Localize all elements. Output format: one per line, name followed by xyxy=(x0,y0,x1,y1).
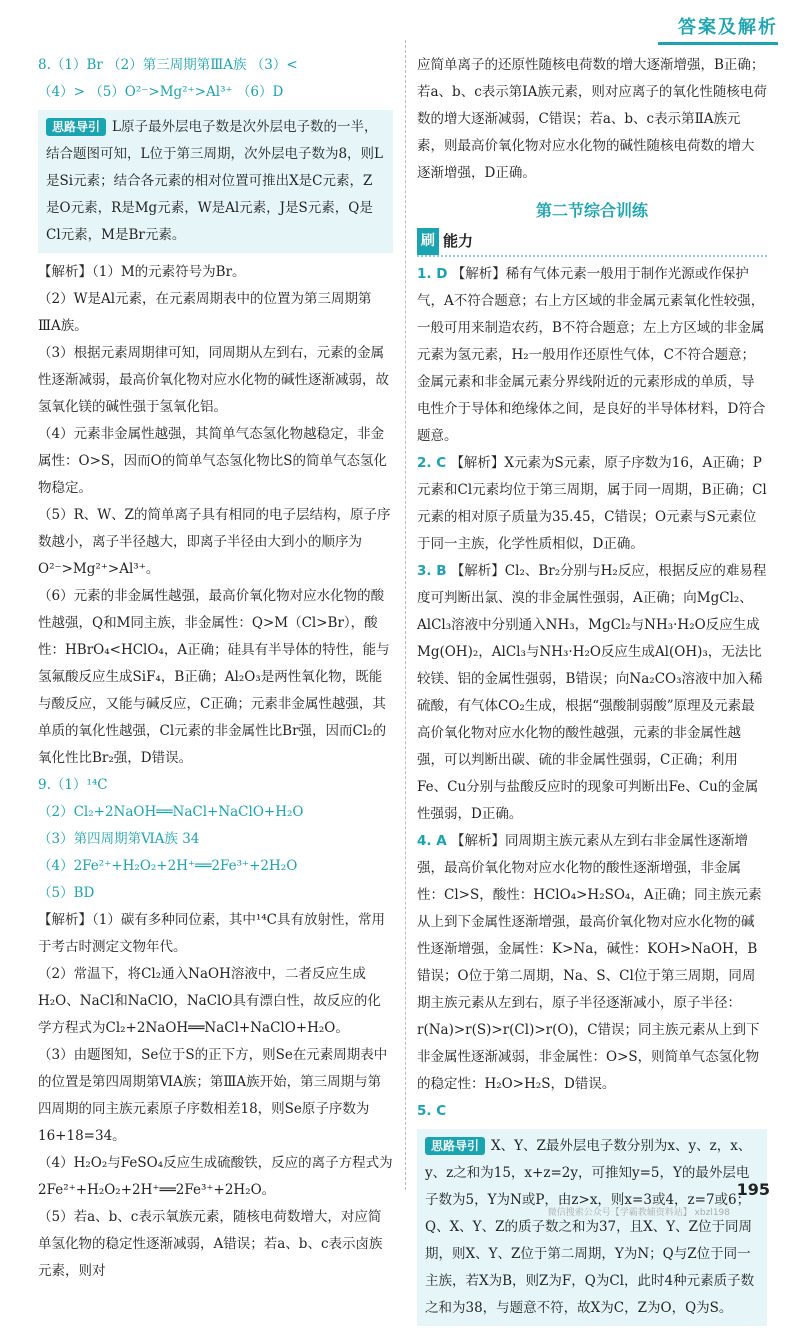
q1-analysis: 【解析】稀有气体元素一般用于制作光源或作保护气，A不符合题意；右上方区域的非金属元素氧化性较强，一般可用来制造农药，B不符合题意；左上方区域的非金属元素为氢元素，H₂一般用作还原性气体，C不符合题意；金属元素和非金属元素分界线附近的元素形成的单质，导电性介于导体和绝缘体之间，是良好的半导体材料，D符合题意。 xyxy=(417,266,766,444)
q3-number: 3. B xyxy=(417,563,447,579)
column-divider xyxy=(405,40,406,1190)
page-header: 答案及解析 xyxy=(678,17,778,38)
q9-analysis-1: 【解析】（1）碳有多种同位素，其中¹⁴C具有放射性，常用于考古时测定文物年代。 xyxy=(38,912,385,955)
guide-tag: 思路导引 xyxy=(46,118,106,136)
q8-analysis-1: 【解析】（1）M的元素符号为Br。 xyxy=(38,264,246,280)
q8-answer-line1: 8.（1）Br （2）第三周期第ⅢA族 （3）< xyxy=(38,57,298,73)
q8-analysis-5: （5）R、W、Z的简单离子具有相同的电子层结构，原子序数越小，离子半径越大，即离子半径由大到小的顺序为O²⁻>Mg²⁺>Al³⁺。 xyxy=(38,507,391,577)
q9-answer-line1: 9.（1）¹⁴C xyxy=(38,777,108,793)
q8-analysis-3: （3）根据元素周期律可知，同周期从左到右，元素的金属性逐渐减弱，最高价氧化物对应水化物的碱性逐渐减弱，故氢氧化镁的碱性强于氢氧化铝。 xyxy=(38,345,389,415)
q3-analysis: 【解析】Cl₂、Br₂分别与H₂反应，根据反应的难易程度可判断出氯、溴的非金属性强弱，A正确；向MgCl₂、AlCl₃溶液中分别通入NH₃，MgCl₂与NH₃·H₂O反应生成Mg(OH)₂，AlCl₃与NH₃·H₂O反应生成Al(OH)₃，无法比较镁、铝的金属性强弱，B错误；向Na₂CO₃溶液中加入稀硫酸，有气体CO₂生成，根据“强酸制弱酸”原理及元素最高价氧化物对应水化物的酸性越强，元素的非金属性越强，可以判断出碳、硫的非金属性强弱，C正确；利用Fe、Cu分别与盐酸反应时的现象可判断出Fe、Cu的金属性强弱，D正确。 xyxy=(417,563,767,822)
ability-label: 能力 xyxy=(443,232,474,250)
q5-guide-text: X、Y、Z最外层电子数分别为x、y、z，x、y、z之和为15，x+z=2y，可推知y=5，Y的最外层电子数为5，Y为N或P，由z>x，则x=3或4，z=7或6；Q、X、Y、Z的质子数之和为37，且X、Y、Z位于同周期，则X、Y、Z位于第二周期，Y为N；Q与Z位于同一主族，若X为B，则Z为F，Q为Cl，此时4种元素质子数之和为38，与题意不符，故X为C，Z为O，Q为S。 xyxy=(425,1138,755,1316)
ability-heading xyxy=(417,228,767,257)
q4-number: 4. A xyxy=(417,833,447,849)
section-title: 第二节综合训练 xyxy=(535,201,648,220)
q9-answer-line2: （2）Cl₂+2NaOH══NaCl+NaClO+H₂O xyxy=(38,804,304,820)
q9-analysis-4: （4）H₂O₂与FeSO₄反应生成硫酸铁，反应的离子方程式为2Fe²⁺+H₂O₂+2H⁺══2Fe³⁺+2H₂O。 xyxy=(38,1155,393,1198)
q9-analysis-2: （2）常温下，将Cl₂通入NaOH溶液中，二者反应生成H₂O、NaCl和NaClO，NaClO具有漂白性，故反应的化学方程式为Cl₂+2NaOH══NaCl+NaClO+H₂O。 xyxy=(38,966,381,1036)
q8-guide-text: L原子最外层电子数是次外层电子数的一半，结合题图可知，L位于第三周期，次外层电子数为8，则L是Si元素；结合各元素的相对位置可推出X是C元素，Z是O元素，R是Mg元素，W是Al元素，J是S元素，Q是Cl元素，M是Br元素。 xyxy=(46,119,384,243)
q9-answer-line3: （3）第四周期第ⅥA族 34 xyxy=(38,831,200,847)
q2-number: 2. C xyxy=(417,455,447,471)
q8-analysis-6: （6）元素的非金属性越强，最高价氧化物对应水化物的酸性越强，Q和M同主族，非金属性：Q>M（Cl>Br），酸性：HBrO₄<HClO₄，A正确；硅具有半导体的特性，能与氢氟酸反应生成SiF₄，B正确；Al₂O₃是两性氧化物，既能与酸反应，又能与碱反应，C正确；元素非金属性越强，其单质的氧化性越强，Cl元素的非金属性比Br强，因而Cl₂的氧化性比Br₂强，D错误。 xyxy=(38,588,390,766)
q9-answer-line5: （5）BD xyxy=(38,885,95,901)
q9-analysis-3: （3）由题图知，Se位于S的正下方，则Se在元素周期表中的位置是第四周期第ⅥA族；第ⅢA族开始，第三周期与第四周期的同主族元素原子序数相差18，则Se原子序数为16+18=34。 xyxy=(38,1047,388,1144)
q1-number: 1. D xyxy=(417,266,448,282)
right-column xyxy=(417,52,767,1332)
q8-analysis-2: （2）W是Al元素，在元素周期表中的位置为第三周期第ⅢA族。 xyxy=(38,291,372,334)
q9-analysis-5: （5）若a、b、c表示氧族元素，随核电荷数增大，对应简单氢化物的稳定性逐渐减弱，A错误；若a、b、c表示卤族元素，则对 xyxy=(38,1209,383,1279)
q4-analysis: 【解析】同周期主族元素从左到右非金属性逐渐增强，最高价氧化物对应水化物的酸性逐渐增强，非金属性：Cl>S，酸性：HClO₄>H₂SO₄，A正确；同主族元素从上到下金属性逐渐增强，最高价氧化物对应水化物的碱性逐渐增强，金属性：K>Na，碱性：KOH>NaOH，B错误；O位于第二周期，Na、S、Cl位于第三周期，同周期主族元素从左到右，原子半径逐渐减小，原子半径：r(Na)>r(S)>r(Cl)>r(O)，C错误；同主族元素从上到下非金属性逐渐减弱，非金属性：O>S，则简单气态氢化物的稳定性：H₂O>H₂S，D错误。 xyxy=(417,833,762,1092)
q5-number: 5. C xyxy=(417,1103,447,1119)
left-column xyxy=(38,52,393,1285)
header-underline xyxy=(658,42,778,45)
footer-watermark: 微信搜索公众号【学霸教辅资料站】 xbzl198 xyxy=(547,1208,730,1218)
q-continued-text: 应简单离子的还原性随核电荷数的增大逐渐增强，B正确；若a、b、c表示第ⅠA族元素，则对应离子的氧化性随核电荷数的增大逐渐减弱，C错误；若a、b、c表示第ⅡA族元素，则最高价氧化物对应水化物的碱性随核电荷数的增大逐渐增强，D正确。 xyxy=(417,57,767,181)
q8-analysis-4: （4）元素非金属性越强，其简单气态氢化物越稳定，非金属性：O>S，因而O的简单气态氢化物比S的简单气态氢化物稳定。 xyxy=(38,426,387,496)
page-number: 195 xyxy=(736,1180,770,1199)
q2-analysis: 【解析】X元素为S元素，原子序数为16，A正确；P元素和Cl元素均位于第三周期，属于同一周期，B正确；Cl元素的相对原子质量为35.45，C错误；O元素与S元素位于同一主族，化学性质相似，D正确。 xyxy=(417,455,767,552)
q9-answer-line4: （4）2Fe²⁺+H₂O₂+2H⁺══2Fe³⁺+2H₂O xyxy=(38,858,298,874)
guide-tag: 思路导引 xyxy=(425,1137,485,1155)
ability-mark: 刷 xyxy=(417,228,439,255)
q5-guide-box xyxy=(417,1129,767,1326)
q8-guide-box xyxy=(38,110,393,253)
q8-answer-line2: （4）> （5）O²⁻>Mg²⁺>Al³⁺ （6）D xyxy=(38,84,284,100)
